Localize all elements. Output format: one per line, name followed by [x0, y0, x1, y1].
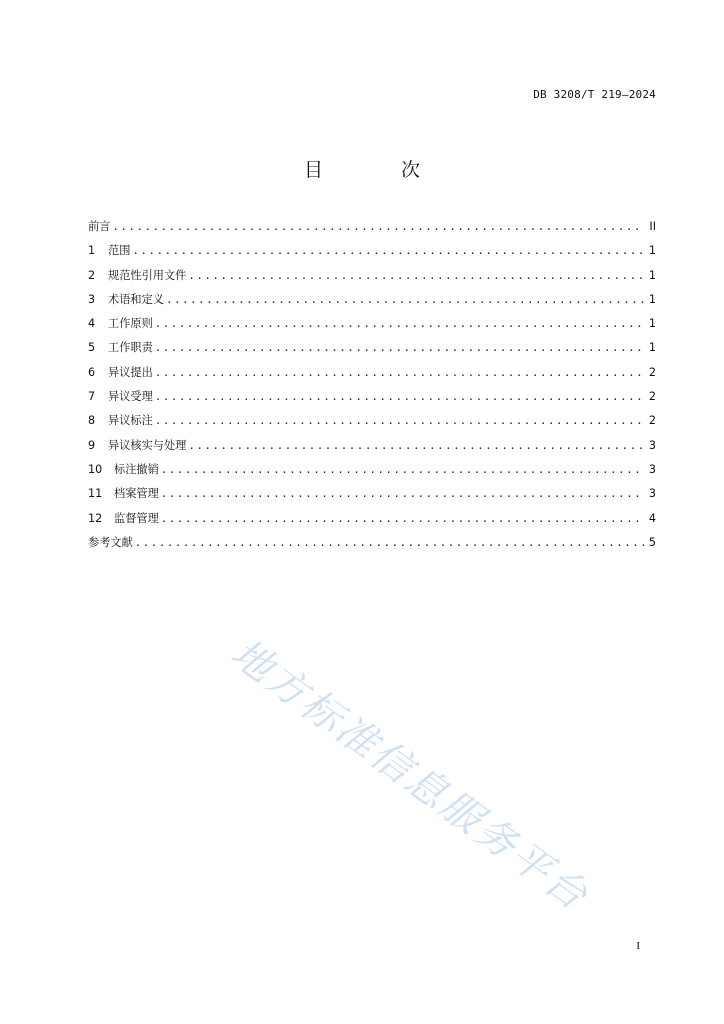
toc-entry-page: 1: [648, 268, 656, 282]
toc-entry-label: 异议核实与处理: [108, 438, 187, 452]
toc-entry-9[interactable]: [88, 437, 656, 461]
toc-entry-page: 2: [648, 365, 656, 379]
toc-entry-label: 监督管理: [114, 511, 159, 525]
toc-entry-page: 3: [648, 462, 656, 476]
toc-entry-page: 2: [648, 390, 656, 404]
toc-entry-page: 1: [648, 292, 656, 306]
page-number: I: [636, 940, 640, 952]
watermark: 地方标准信息服务平台: [222, 630, 598, 921]
toc-entry-number: 7: [88, 390, 96, 404]
toc-entry-page: 5: [648, 535, 656, 549]
toc-entry-label: 标注撤销: [114, 462, 159, 476]
toc-entry-5[interactable]: [88, 339, 656, 363]
toc-entry-12[interactable]: [88, 510, 656, 534]
toc-entry-references[interactable]: [88, 534, 656, 558]
toc-entry-page: 4: [648, 511, 656, 525]
toc-entry-label: 规范性引用文件: [108, 268, 187, 282]
toc-entry-number: 4: [88, 317, 96, 331]
toc-entry-10[interactable]: [88, 461, 656, 485]
dot-leader: [135, 536, 644, 549]
toc-entry-label: 异议标注: [108, 414, 153, 428]
toc-entry-label: 术语和定义: [108, 292, 164, 306]
toc-entry-page: 1: [648, 244, 656, 258]
toc-entry-8[interactable]: [88, 412, 656, 436]
toc-entry-number: 2: [88, 268, 96, 282]
toc-entry-7[interactable]: [88, 388, 656, 412]
toc-entry-6[interactable]: [88, 364, 656, 388]
toc-entry-number: 3: [88, 292, 96, 306]
table-of-contents: [88, 218, 656, 558]
toc-entry-label: 工作原则: [108, 317, 153, 331]
toc-entry-label: 工作职责: [108, 341, 153, 355]
toc-entry-number: 10: [88, 462, 103, 476]
toc-entry-label: 异议提出: [108, 365, 153, 379]
dot-leader: [155, 317, 644, 330]
toc-title: 目 次: [303, 159, 457, 181]
dot-leader: [155, 341, 644, 354]
toc-entry-11[interactable]: [88, 485, 656, 509]
dot-leader: [161, 512, 644, 525]
toc-entry-3[interactable]: [88, 291, 656, 315]
toc-entry-label: 异议受理: [108, 390, 153, 404]
dot-leader: [161, 463, 644, 476]
toc-entry-page: 1: [648, 317, 656, 331]
toc-entry-label: 前言: [88, 220, 111, 233]
toc-entry-page: 1: [648, 341, 656, 355]
toc-entry-number: 9: [88, 438, 96, 452]
toc-entry-1[interactable]: [88, 242, 656, 266]
toc-entry-number: 1: [88, 244, 96, 258]
dot-leader: [166, 293, 644, 306]
dot-leader: [112, 220, 644, 233]
toc-entry-number: 5: [88, 341, 96, 355]
toc-entry-page: 2: [648, 414, 656, 428]
dot-leader: [155, 390, 644, 403]
toc-entry-number: 12: [88, 511, 103, 525]
toc-entry-number: 11: [88, 487, 103, 501]
toc-entry-2[interactable]: [88, 267, 656, 291]
toc-entry-page: 3: [648, 487, 656, 501]
toc-entry-page: 3: [648, 438, 656, 452]
toc-entry-4[interactable]: [88, 315, 656, 339]
document-code: DB 3208/T 219—2024: [533, 88, 656, 101]
dot-leader: [155, 366, 644, 379]
dot-leader: [188, 269, 644, 282]
toc-entry-label: 参考文献: [88, 535, 133, 549]
dot-leader: [155, 414, 644, 427]
toc-entry-number: 6: [88, 365, 96, 379]
toc-entry-label: 档案管理: [114, 487, 159, 501]
toc-entry-number: 8: [88, 414, 96, 428]
dot-leader: [132, 244, 644, 257]
toc-entry-foreword[interactable]: [88, 218, 656, 242]
toc-entry-label: 范围: [108, 244, 131, 258]
dot-leader: [188, 439, 644, 452]
dot-leader: [161, 487, 644, 500]
toc-entry-page: II: [649, 220, 656, 233]
